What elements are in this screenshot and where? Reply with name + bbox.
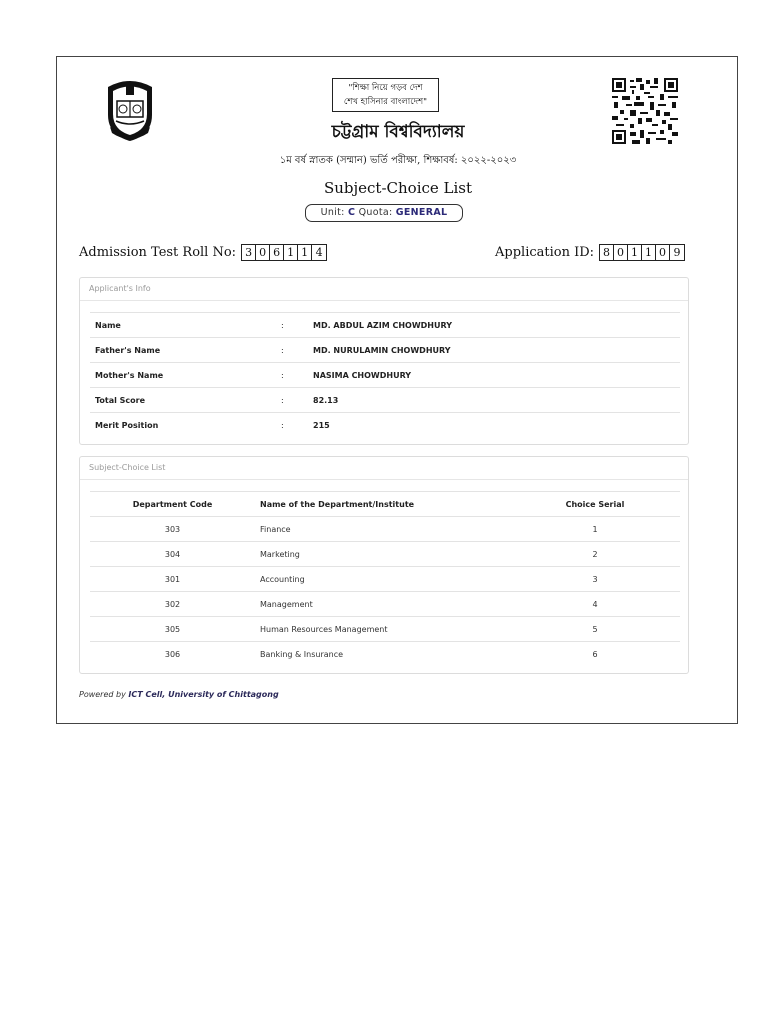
applicant-info-card: [79, 277, 689, 445]
table-row: [90, 567, 680, 592]
column-header-serial: Choice Serial: [510, 492, 680, 517]
table-row: [90, 517, 680, 542]
department-name: Accounting: [255, 567, 510, 592]
info-key: Total Score: [90, 388, 281, 413]
application-digit: 9: [673, 245, 681, 259]
unit-quota-badge: [305, 204, 463, 222]
table-row: [90, 313, 680, 338]
roll-digit: 1: [298, 245, 312, 260]
application-digit: 0: [656, 245, 670, 260]
department-code: 304: [90, 542, 255, 567]
table-header-row: [90, 492, 680, 517]
department-name: Marketing: [255, 542, 510, 567]
info-key: Mother's Name: [90, 363, 281, 388]
roll-digit: 0: [256, 245, 270, 260]
info-separator: :: [281, 313, 313, 338]
department-name: Finance: [255, 517, 510, 542]
footer-org: ICT Cell, University of Chittagong: [128, 690, 279, 699]
roll-digit: 6: [270, 245, 284, 260]
choice-serial: 1: [510, 517, 680, 542]
quota-value: GENERAL: [395, 207, 448, 218]
admit-document: [56, 56, 738, 724]
slogan-line-1: "শিক্ষা নিয়ে গড়ব দেশ: [348, 83, 423, 93]
applicant-info-heading: Applicant's Info: [80, 278, 688, 301]
info-key: Father's Name: [90, 338, 281, 363]
application-digit: 8: [600, 245, 614, 260]
info-value: 215: [313, 413, 680, 438]
info-value: NASIMA CHOWDHURY: [313, 363, 680, 388]
department-code: 302: [90, 592, 255, 617]
exam-title: ১ম বর্ষ স্নাতক (সম্মান) ভর্তি পরীক্ষা, শিক্ষাবর্ষ: ২০২২-২০২৩: [279, 155, 517, 166]
column-header-code: Department Code: [90, 492, 255, 517]
table-row: [90, 617, 680, 642]
column-header-name: Name of the Department/Institute: [255, 492, 510, 517]
powered-by-footer: [79, 690, 279, 699]
subject-choice-table: [90, 491, 680, 666]
application-digit: 1: [642, 245, 656, 260]
table-row: [90, 338, 680, 363]
choice-serial: 4: [510, 592, 680, 617]
department-name: Management: [255, 592, 510, 617]
application-label: Application ID:: [495, 244, 595, 260]
unit-label: Unit:: [320, 207, 345, 218]
quota-label: Quota:: [358, 207, 393, 218]
info-value: 82.13: [313, 388, 680, 413]
subject-choice-heading: Subject-Choice List: [80, 457, 688, 480]
application-digit: 0: [614, 245, 628, 260]
subject-choice-card: [79, 456, 689, 674]
table-row: [90, 363, 680, 388]
unit-value: C: [348, 207, 356, 218]
roll-digits: [241, 244, 327, 261]
choice-serial: 5: [510, 617, 680, 642]
department-code: 305: [90, 617, 255, 642]
table-row: [90, 642, 680, 667]
info-key: Name: [90, 313, 281, 338]
slogan-box: [332, 78, 439, 112]
applicant-info-table: [90, 312, 680, 437]
table-row: [90, 592, 680, 617]
roll-digit: 1: [284, 245, 298, 260]
department-code: 301: [90, 567, 255, 592]
department-name: Human Resources Management: [255, 617, 510, 642]
department-code: 306: [164, 649, 181, 659]
info-separator: :: [281, 388, 313, 413]
university-name: চট্টগ্রাম বিশ্ববিদ্যালয়: [331, 122, 465, 142]
info-separator: :: [281, 413, 313, 438]
info-key: Merit Position: [90, 413, 281, 438]
roll-number-row: [79, 242, 327, 262]
info-separator: :: [281, 363, 313, 388]
application-digit: 1: [628, 245, 642, 260]
table-row: [90, 413, 680, 438]
application-digits: [599, 244, 685, 261]
department-code: 303: [90, 517, 255, 542]
info-value: MD. NURULAMIN CHOWDHURY: [313, 338, 680, 363]
department-name: Banking & Insurance: [260, 649, 344, 659]
application-id-row: [495, 242, 685, 262]
roll-digit: 4: [315, 245, 323, 259]
slogan-line-2: শেখ হাসিনার বাংলাদেশ": [343, 97, 428, 107]
choice-serial: 3: [510, 567, 680, 592]
table-row: [90, 542, 680, 567]
info-separator: :: [281, 338, 313, 363]
info-value: MD. ABDUL AZIM CHOWDHURY: [313, 313, 680, 338]
footer-prefix: Powered by: [79, 690, 126, 699]
table-row: [90, 388, 680, 413]
roll-label: Admission Test Roll No:: [79, 244, 237, 260]
choice-serial: 2: [510, 542, 680, 567]
document-title: Subject-Choice List: [323, 179, 473, 197]
roll-digit: 3: [242, 245, 256, 260]
choice-serial: 6: [592, 649, 598, 659]
